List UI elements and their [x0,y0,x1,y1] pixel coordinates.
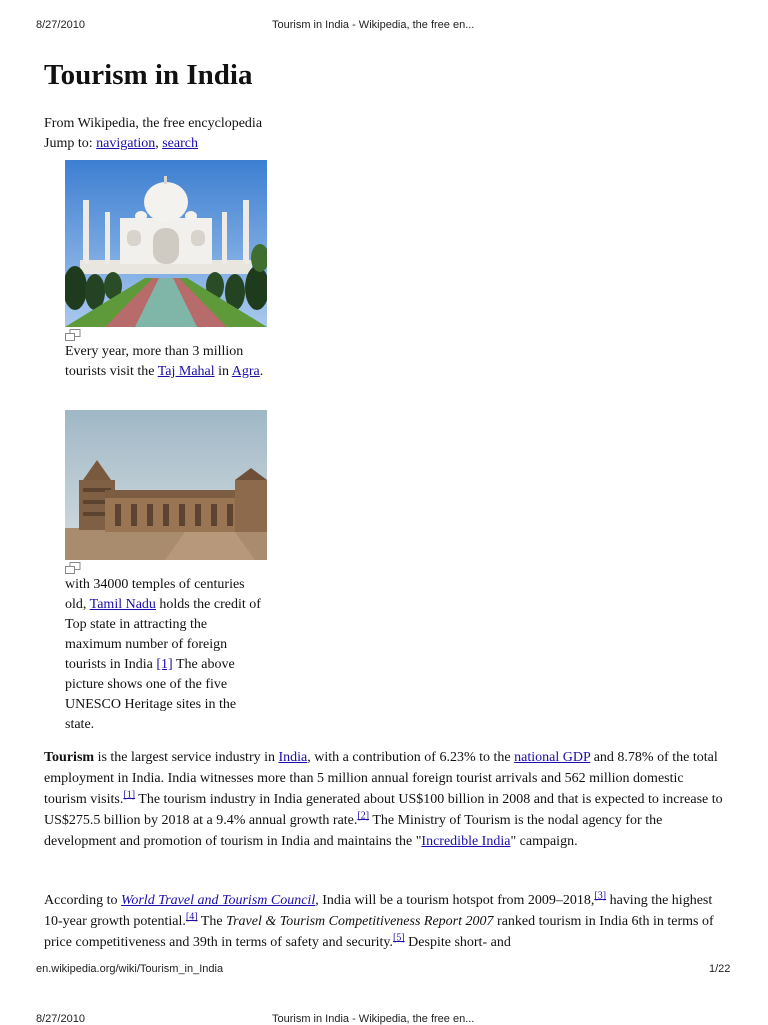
text: The Ministry of Tourism is the nodal agency for the development and promotion of tourism in India and maintains the " [44,813,663,849]
intro-paragraph [44,747,724,852]
enlarge-icon-glyph [65,562,81,574]
text: The tourism industry in India generated about US$100 billion in 2008 and that is expected to increase to US$275.5 billion by 2018 at a 9.4% annual growth rate. [44,792,723,828]
text: The [197,914,227,929]
print-page-number: 1/22 [709,963,731,975]
taj-mahal-link[interactable]: Taj Mahal [157,364,215,379]
text: having the highest 10-year growth potential. [44,893,713,929]
text: " campaign. [510,834,578,849]
reference-5-link[interactable]: [5] [393,932,405,944]
from-wikipedia: From Wikipedia, the free encyclopedia [44,116,263,131]
temple-image[interactable] [65,410,267,560]
incredible-india-link[interactable]: Incredible India [421,834,511,849]
next-print-date: 8/27/2010 [36,1013,85,1025]
text: According to [44,893,121,908]
enlarge-icon[interactable] [65,561,267,575]
print-date: 8/27/2010 [36,19,85,31]
national-gdp-link[interactable]: national GDP [514,750,591,765]
report-title: Travel & Tourism Competitiveness Report 2007 [226,914,494,929]
figure-temple [65,410,267,735]
taj-mahal-illustration [65,160,267,327]
caption-text-mid: holds the credit of Top state in attracting the maximum number of foreign tourists in India [65,597,261,672]
wttc-link[interactable]: World Travel and Tourism Council [120,893,316,908]
taj-mahal-image[interactable] [65,160,267,327]
jump-to-label: Jump to: [44,136,93,151]
reference-4-link[interactable]: [4] [185,911,198,923]
wttc-paragraph [44,890,724,953]
figure-caption-temple [65,575,267,735]
reference-2-link[interactable]: [2] [357,810,370,822]
reference-3-link[interactable]: [3] [594,890,607,902]
figure-caption-taj [65,342,267,382]
bold-term: Tourism [44,750,95,765]
print-page-title: Tourism in India - Wikipedia, the free en... [272,19,475,31]
enlarge-icon[interactable] [65,328,267,342]
separator: , [155,136,159,151]
reference-1-link[interactable]: [1] [123,789,136,801]
article-subtitle [44,114,262,154]
caption-text: with 34000 temples of centuries old, [65,577,245,612]
text: Despite short- and [404,935,511,950]
caption-text-mid: in [218,364,230,379]
next-print-page-title: Tourism in India - Wikipedia, the free en... [272,1013,475,1025]
enlarge-icon-glyph [65,329,81,341]
jump-to [44,134,262,154]
tamil-nadu-link[interactable]: Tamil Nadu [89,597,156,612]
text: is the largest service industry in [94,750,279,765]
caption-text-end: The above picture shows one of the five UNESCO Heritage sites in the state. [65,657,237,732]
text: ranked tourism in India 6th in terms of price competitiveness and 39th in terms of safety and security. [44,914,714,950]
navigation-link[interactable]: navigation [96,136,156,151]
india-link[interactable]: India [278,750,308,765]
reference-1-link[interactable]: [1] [156,657,173,672]
caption-text: Every year, more than 3 million tourists visit the [65,344,244,379]
caption-period: . [259,364,264,379]
agra-link[interactable]: Agra [231,364,260,379]
temple-illustration [65,410,267,560]
text: , with a contribution of 6.23% to the [307,750,515,765]
text: and 8.78% of the total employment in India. India witnesses more than 5 million annual foreign tourist arrivals and 562 million domestic tourism visits. [44,750,718,807]
search-link[interactable]: search [162,136,198,151]
page-title: Tourism in India [44,59,253,91]
text: , India will be a tourism hotspot from 2009–2018, [315,893,595,908]
figure-taj-mahal [65,160,267,382]
print-url: en.wikipedia.org/wiki/Tourism_in_India [36,963,224,975]
